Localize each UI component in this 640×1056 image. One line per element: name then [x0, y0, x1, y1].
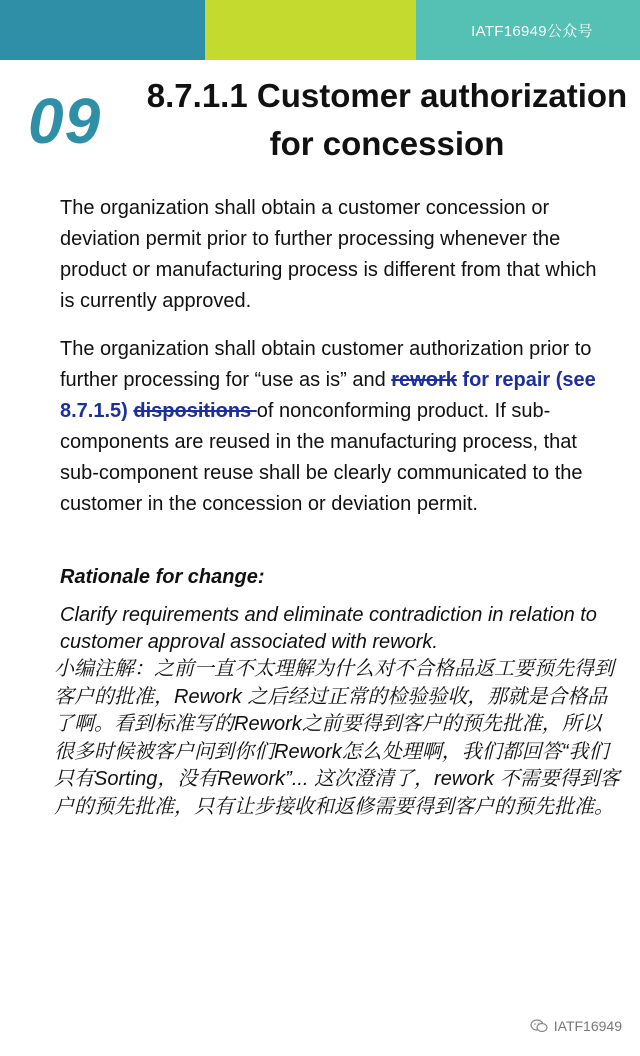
paragraph-text: of nonconforming product. If sub- components are reused in the manufacturing process, that sub-component reuse shall be clearly communicated to the customer in the concession or deviation permit.	[60, 400, 583, 515]
watermark-text: IATF16949	[553, 1018, 622, 1034]
slide-number: 09	[28, 85, 102, 157]
wechat-icon	[530, 1019, 548, 1033]
added-text: for repair (see 8.7.1.5)	[60, 369, 596, 422]
account-name: IATF16949公众号	[471, 22, 593, 40]
slide-title: 8.7.1.1 Customer authorization for concession	[146, 77, 628, 162]
watermark	[530, 1018, 622, 1034]
header-segment-lime	[205, 0, 416, 60]
header-segment-teal	[0, 0, 205, 60]
paragraph-authorization	[60, 334, 605, 520]
paragraph-text: The organization shall obtain customer authorization prior to further processing for “use as is” and	[60, 338, 592, 391]
rationale-heading: Rationale for change:	[60, 566, 265, 588]
header-bar	[0, 0, 640, 60]
header-segment-green	[416, 0, 640, 60]
editor-note: 小编注解：之前一直不太理解为什么对不合格品返工要预先得到客户的批准，Rework 之后经过正常的检验验收，那就是合格品了啊。看到标准写的Rework之前要得到客户的预先批准，所以很多时候被客户问到你们Rework怎么处理啊，我们都回答“我们只有Sorting，没有Rework”... 这次澄清了，rework 不需要得到客户的预先批准，只有让步接收和返修需要得到客户的预先批准。	[54, 658, 620, 818]
rationale-text: Clarify requirements and eliminate contradiction in relation to customer approval associated with rework.	[60, 604, 597, 653]
paragraph-concession: The organization shall obtain a customer concession or deviation permit prior to further processing whenever the product or manufacturing process is different from that which is currently approved.	[60, 197, 597, 312]
deleted-text: rework	[391, 369, 457, 391]
deleted-text: dispositions	[133, 400, 257, 422]
